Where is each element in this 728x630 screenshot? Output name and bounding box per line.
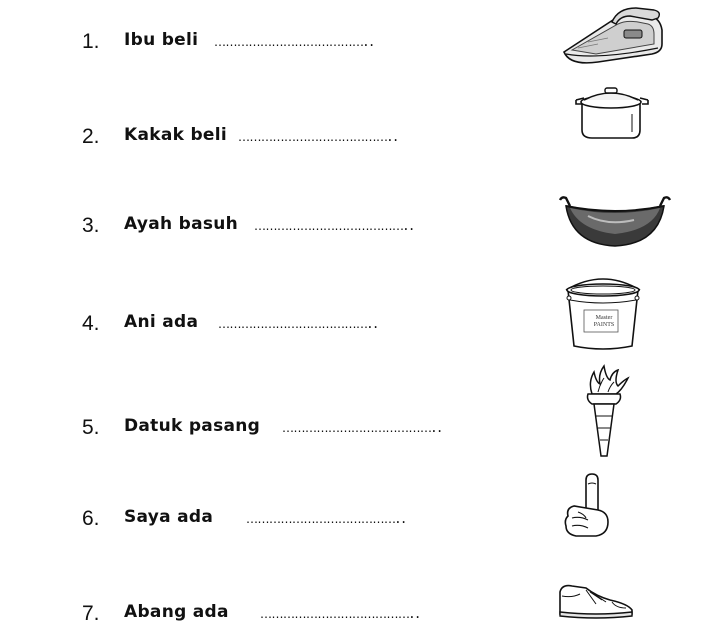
- iron-icon: [558, 4, 666, 68]
- blank-end: ..: [403, 216, 416, 234]
- answer-blank[interactable]: [282, 417, 443, 438]
- blank-dots: …………………………………: [238, 130, 388, 144]
- pointing-finger-icon: [558, 472, 618, 540]
- item-sentence: Ibu beli: [124, 30, 199, 50]
- item-number: 1.: [82, 30, 100, 53]
- item-number: 7.: [82, 602, 100, 625]
- item-sentence: Ayah basuh: [124, 214, 239, 234]
- blank-end: ..: [363, 32, 376, 50]
- answer-blank[interactable]: [254, 215, 415, 236]
- torch-icon: [574, 364, 634, 460]
- blank-end: ..: [395, 509, 408, 527]
- item-sentence: Kakak beli: [124, 125, 227, 145]
- worksheet-item-6: [0, 499, 728, 539]
- item-number: 6.: [82, 507, 100, 530]
- paint-bucket-icon: [558, 276, 648, 352]
- blank-end: ..: [367, 314, 380, 332]
- item-number: 4.: [82, 312, 100, 335]
- cooking-pot-icon: [574, 82, 650, 140]
- answer-blank[interactable]: [260, 603, 421, 624]
- blank-dots: …………………………………: [218, 317, 368, 331]
- blank-dots: …………………………………: [254, 219, 404, 233]
- item-number: 3.: [82, 214, 100, 237]
- item-sentence: Abang ada: [124, 602, 229, 622]
- blank-dots: …………………………………: [214, 35, 364, 49]
- blank-end: ..: [387, 127, 400, 145]
- item-sentence: Datuk pasang: [124, 416, 261, 436]
- answer-blank[interactable]: [238, 126, 399, 147]
- paint-brand-label: Master PAINTS: [593, 315, 615, 328]
- answer-blank[interactable]: [218, 313, 379, 334]
- answer-blank[interactable]: [214, 31, 375, 52]
- blank-dots: …………………………………: [246, 512, 396, 526]
- blank-end: ..: [431, 418, 444, 436]
- wok-icon: [558, 190, 672, 250]
- blank-dots: …………………………………: [282, 421, 432, 435]
- item-sentence: Ani ada: [124, 312, 199, 332]
- item-number: 5.: [82, 416, 100, 439]
- item-sentence: Saya ada: [124, 507, 214, 527]
- shoe-icon: [556, 578, 636, 622]
- blank-dots: …………………………………: [260, 607, 410, 621]
- blank-end: ..: [409, 604, 422, 622]
- item-number: 2.: [82, 125, 100, 148]
- answer-blank[interactable]: [246, 508, 407, 529]
